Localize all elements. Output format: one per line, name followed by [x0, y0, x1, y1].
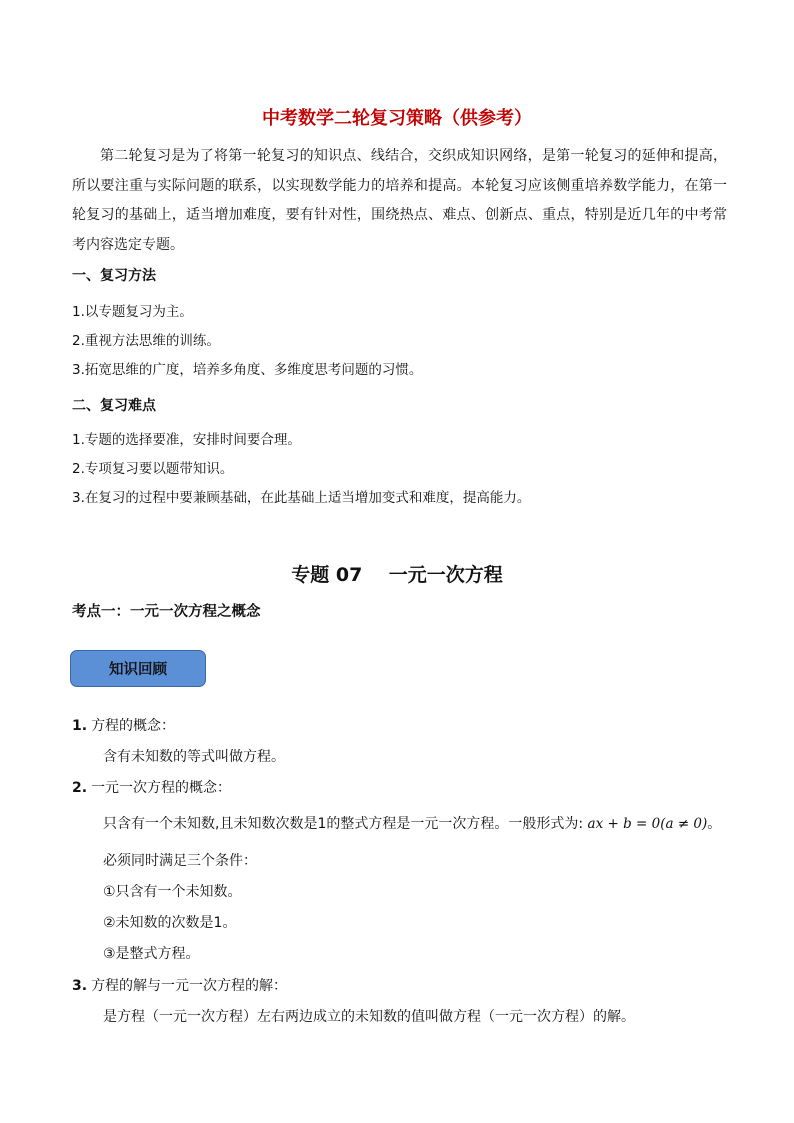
concept-3-title: 方程的解与一元一次方程的解： — [91, 978, 288, 994]
formula-tail: 。 — [707, 816, 722, 832]
concept-1-title: 方程的概念： — [91, 718, 176, 734]
section2-item-1: 1.专题的选择要准，安排时间要合理。 — [72, 432, 301, 448]
concept-2-title: 一元一次方程的概念： — [91, 780, 232, 796]
concept-2-num: 2. — [72, 780, 88, 796]
topic-title: 专题 07 一元一次方程 — [291, 564, 503, 586]
concept-3-num: 3. — [72, 978, 88, 994]
section1-item-3: 3.拓宽思维的广度，培养多角度、多维度思考问题的习惯。 — [72, 362, 423, 378]
main-title: 中考数学二轮复习策略（供参考） — [262, 108, 532, 129]
conditions-heading: 必须同时满足三个条件： — [103, 853, 257, 869]
concept-1-line: 含有未知数的等式叫做方程。 — [103, 749, 285, 765]
section1-heading: 一、复习方法 — [72, 268, 156, 284]
concept-3-heading — [72, 976, 287, 996]
condition-1: ①只含有一个未知数。 — [103, 884, 242, 900]
section1-item-2: 2.重视方法思维的训练。 — [72, 333, 220, 349]
condition-3: ③是整式方程。 — [103, 946, 200, 962]
concept-1-heading — [72, 716, 175, 736]
section2-item-2: 2.专项复习要以题带知识。 — [72, 461, 234, 477]
section1-item-1: 1.以专题复习为主。 — [72, 304, 193, 320]
intro-paragraph: 第二轮复习是为了将第一轮复习的知识点、线结合，交织成知识网络，是第一轮复习的延伸和提高，所以要注重与实际问题的联系，以实现数学能力的培养和提高。本轮复习应该侧重培养数学能力，在第一轮复习的基础上，适当增加难度，要有针对性，围绕热点、难点、创新点、重点，特别是近几年的中考常考内容选定专题。 — [72, 148, 727, 253]
concept-1-num: 1. — [72, 718, 88, 734]
concept-3-line: 是方程（一元一次方程）左右两边成立的未知数的值叫做方程（一元一次方程）的解。 — [103, 1009, 635, 1025]
condition-2: ②未知数的次数是1。 — [103, 915, 237, 931]
knowledge-review-label: 知识回顾 — [109, 662, 167, 678]
concept-2-heading — [72, 778, 231, 798]
section2-heading: 二、复习难点 — [72, 398, 156, 414]
section2-item-3: 3.在复习的过程中要兼顾基础，在此基础上适当增加变式和难度，提高能力。 — [72, 490, 531, 506]
knowledge-review-button[interactable] — [70, 650, 206, 687]
general-form-formula: ax + b = 0(a ≠ 0) — [587, 816, 708, 832]
concept-2-definition-text: 只含有一个未知数,且未知数次数是1的整式方程是一元一次方程。一般形式为: — [103, 816, 584, 832]
concept-2-definition — [103, 814, 721, 834]
kaodian-heading: 考点一：一元一次方程之概念 — [72, 604, 261, 620]
